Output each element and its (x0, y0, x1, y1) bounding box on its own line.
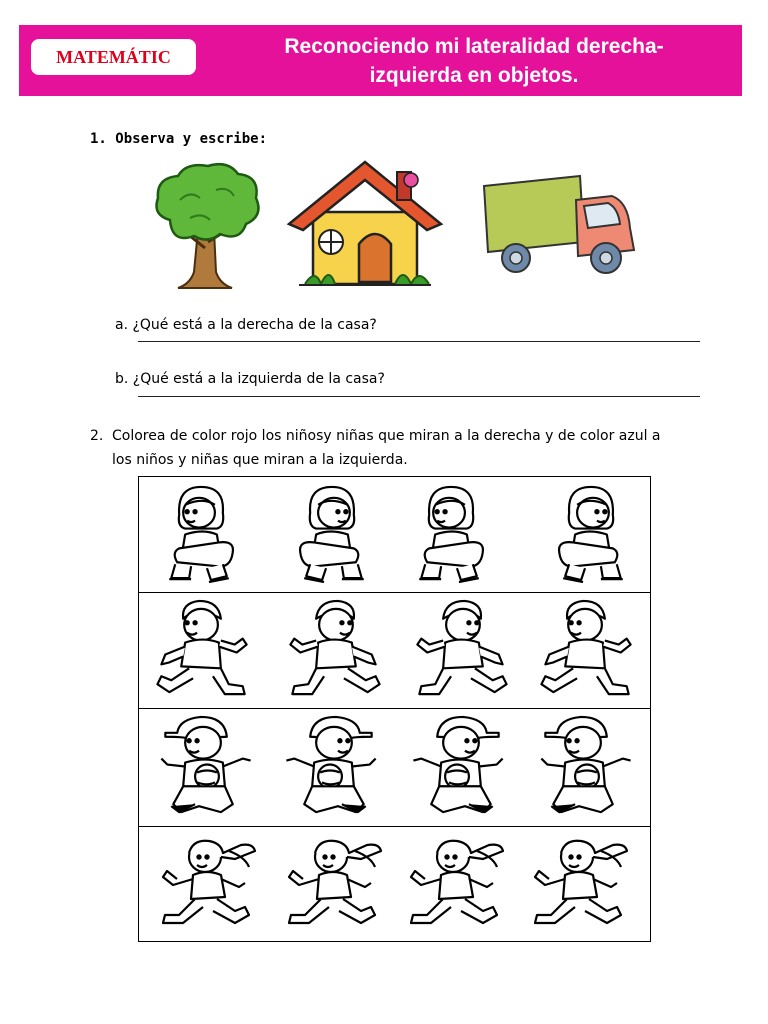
question-1-heading: 1. Observa y escribe: (90, 131, 268, 147)
boy-running-icon[interactable] (272, 593, 392, 708)
house-icon (285, 158, 445, 296)
subject-badge: MATEMÁTIC (31, 39, 196, 75)
girl-running-icon[interactable] (275, 827, 395, 941)
page-title (219, 32, 729, 90)
girl-running-icon[interactable] (149, 827, 269, 941)
title-line-1: Reconociendo mi lateralidad derecha- (284, 35, 664, 58)
grid-row-children-ball (139, 709, 650, 827)
girl-sitting-icon[interactable] (529, 477, 649, 592)
boy-running-icon[interactable] (529, 593, 649, 708)
objects-illustration (150, 158, 650, 298)
answer-line-b[interactable] (138, 396, 700, 397)
girl-running-icon[interactable] (521, 827, 641, 941)
grid-row-boys-running (139, 593, 650, 709)
header-banner (19, 25, 742, 96)
child-with-ball-icon[interactable] (145, 709, 265, 826)
children-coloring-grid (138, 476, 651, 942)
girl-sitting-icon[interactable] (270, 477, 390, 592)
boy-running-icon[interactable] (145, 593, 265, 708)
question-2-line-2: los niños y niñas que miran a la izquierda. (112, 452, 408, 468)
question-a: a. ¿Qué está a la derecha de la casa? (115, 317, 377, 333)
child-with-ball-icon[interactable] (525, 709, 645, 826)
tree-icon (150, 160, 265, 292)
grid-row-girls-running (139, 827, 650, 941)
boy-running-icon[interactable] (399, 593, 519, 708)
child-with-ball-icon[interactable] (272, 709, 392, 826)
grid-row-girls-sitting (139, 477, 650, 593)
answer-line-a[interactable] (138, 341, 700, 342)
girl-sitting-icon[interactable] (393, 477, 513, 592)
question-2-number: 2. (90, 428, 104, 444)
question-b: b. ¿Qué está a la izquierda de la casa? (115, 371, 385, 387)
question-2-line-1: Colorea de color rojo los niñosy niñas que miran a la derecha y de color azul a (112, 428, 661, 444)
girl-sitting-icon[interactable] (143, 477, 263, 592)
title-line-2: izquierda en objetos. (369, 64, 579, 87)
question-2-text (90, 424, 710, 472)
girl-running-icon[interactable] (397, 827, 517, 941)
child-with-ball-icon[interactable] (399, 709, 519, 826)
truck-icon (480, 172, 640, 282)
